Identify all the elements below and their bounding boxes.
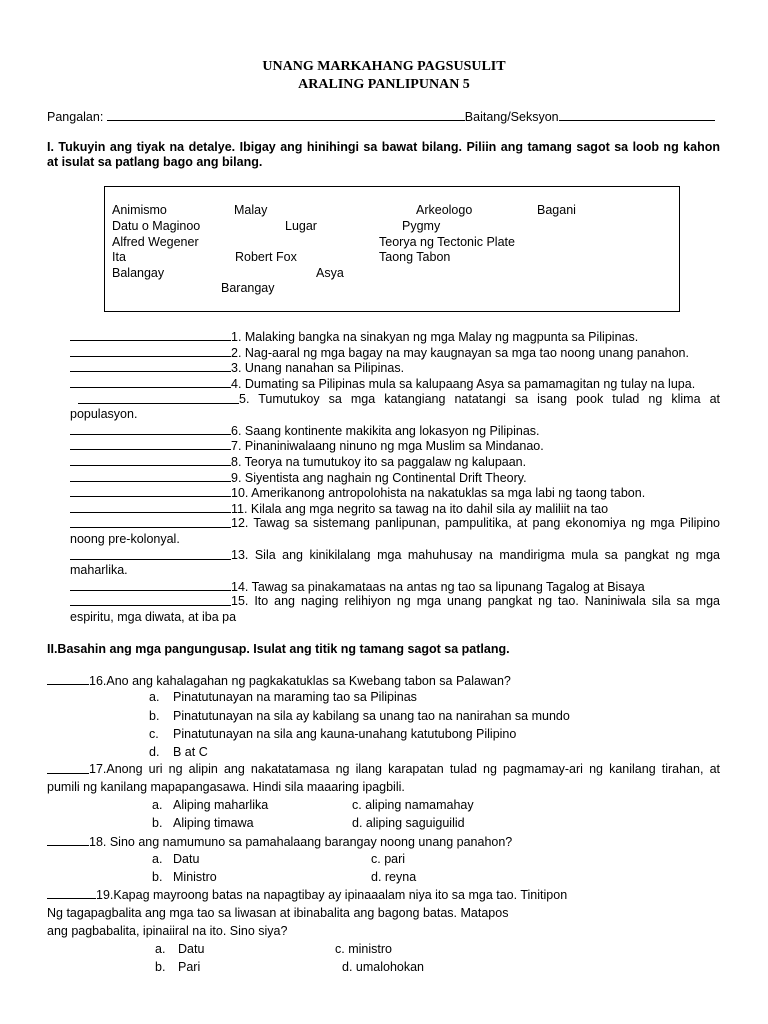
item-text: 13. Sila ang kinikilalang mga mahuhusay na mandirigma mula sa pangkat ng mga [231, 548, 720, 562]
name-line [47, 109, 715, 124]
choice-taong-tabon: Taong Tabon [379, 250, 451, 264]
item-text: 5. Tumutukoy sa mga katangiang natatangi sa isang pook tulad ng klima at [239, 392, 720, 406]
item-text: 6. Saang kontinente makikita ang lokasyon ng Pilipinas. [231, 424, 540, 438]
name-blank[interactable] [107, 109, 465, 121]
item-text: 8. Teorya na tumutukoy ito sa paggalaw ng kalupaan. [231, 455, 527, 469]
choice-robert-fox: Robert Fox [235, 250, 297, 264]
option-text: Pinatutunayan na maraming tao sa Pilipinas [173, 690, 417, 704]
choice-animismo: Animismo [112, 203, 167, 217]
option-text: Datu [173, 852, 200, 866]
section-label: Baitang/Seksyon [464, 110, 559, 124]
choice-malay: Malay [234, 203, 268, 217]
q19-option-c: c. ministro [335, 942, 392, 956]
q18-option-a: a. Datu [152, 852, 200, 866]
question-19-cont2: ang pagbabalita, ipinaiiral na ito. Sino siya? [47, 924, 288, 938]
choice-datu-o-maginoo: Datu o Maginoo [112, 219, 201, 233]
name-label: Pangalan: [47, 110, 104, 124]
choice-asya: Asya [316, 266, 344, 280]
item-13 [70, 548, 720, 562]
q17-option-d: d. aliping saguiguilid [352, 816, 465, 830]
answer-blank[interactable] [70, 579, 231, 591]
item-13-cont: maharlika. [70, 563, 128, 577]
choice-barangay: Barangay [221, 281, 275, 295]
answer-blank[interactable] [70, 423, 231, 435]
q18-option-c: c. pari [371, 852, 406, 866]
q18-option-d: d. reyna [371, 870, 417, 884]
item-6 [70, 423, 540, 438]
answer-blank[interactable] [70, 454, 231, 466]
item-4 [70, 376, 695, 391]
option-text: Pari [178, 960, 201, 974]
item-14 [70, 579, 645, 594]
answer-blank[interactable] [70, 516, 231, 528]
q16-option-d: d. B at C [149, 745, 208, 759]
item-10 [70, 485, 645, 500]
item-text: 4. Dumating sa Pilipinas mula sa kalupaang Asya sa pamamagitan ng tulay na lupa. [231, 377, 696, 391]
option-text: B at C [173, 745, 208, 759]
answer-blank[interactable] [70, 329, 231, 341]
item-text: 3. Unang nanahan sa Pilipinas. [231, 361, 405, 375]
part1-instruction-line2: at isulat sa patlang bago ang bilang. [47, 155, 263, 169]
choice-lugar: Lugar [285, 219, 317, 233]
choice-alfred-wegener: Alfred Wegener [112, 235, 199, 249]
item-11 [70, 501, 608, 516]
item-text: 1. Malaking bangka na sinakyan ng mga Malay ng magpunta sa Pilipinas. [231, 330, 639, 344]
answer-blank[interactable] [70, 501, 231, 513]
section-blank[interactable] [559, 109, 715, 121]
item-text: 11. Kilala ang mga negrito sa tawag na ito dahil sila ay maliliit na tao [231, 502, 609, 516]
choice-balangay: Balangay [112, 266, 165, 280]
option-text: Pinatutunayan na sila ay kabilang sa unang tao na nanirahan sa mundo [173, 709, 570, 723]
item-8 [70, 454, 526, 469]
answer-blank[interactable] [47, 762, 89, 774]
answer-blank[interactable] [70, 438, 231, 450]
item-2 [70, 345, 689, 360]
question-17 [47, 762, 720, 776]
item-5-cont: populasyon. [70, 407, 138, 421]
item-15-cont: espiritu, mga diwata, at iba pa [70, 610, 237, 624]
q19-option-a: a. Datu [155, 942, 205, 956]
item-text: 9. Siyentista ang naghain ng Continental Drift Theory. [231, 471, 527, 485]
q18-option-b: b. Ministro [152, 870, 217, 884]
q16-option-c: c. Pinatutunayan na sila ang kauna-unahang katutubong Pilipino [149, 727, 517, 741]
question-text: 16.Ano ang kahalagahan ng pagkakatuklas sa Kwebang tabon sa Palawan? [89, 674, 511, 688]
item-text: 10. Amerikanong antropolohista na nakatuklas sa mga labi ng taong tabon. [231, 486, 646, 500]
item-text: 2. Nag-aaral ng mga bagay na may kaugnayan sa mga tao noong unang panahon. [231, 346, 689, 360]
question-text: 17.Anong uri ng alipin ang nakatatamasa ng ilang karapatan tulad ng pagmamay-ari ng kanilang tirahan, at [89, 762, 720, 776]
question-18 [47, 834, 512, 849]
choice-pygmy: Pygmy [402, 219, 441, 233]
answer-blank[interactable] [70, 470, 231, 482]
answer-blank[interactable] [70, 376, 231, 388]
option-text: Datu [178, 942, 205, 956]
answer-blank[interactable] [47, 673, 89, 685]
choices-box [104, 186, 680, 312]
answer-blank[interactable] [70, 594, 231, 606]
exam-title-line1: UNANG MARKAHANG PAGSUSULIT [262, 59, 506, 74]
item-9 [70, 470, 527, 485]
answer-blank[interactable] [78, 392, 239, 404]
q17-option-c: c. aliping namamahay [352, 798, 474, 812]
q16-option-a: a. Pinatutunayan na maraming tao sa Pilipinas [149, 690, 417, 704]
exam-title-line2: ARALING PANLIPUNAN 5 [298, 77, 470, 92]
item-12-cont: noong pre-kolonyal. [70, 532, 180, 546]
part1-instruction-line1: I. Tukuyin ang tiyak na detalye. Ibigay ang hinihingi sa bawat bilang. Piliin ang tamang sagot sa loob ng kahon [47, 140, 720, 154]
answer-blank[interactable] [47, 887, 96, 899]
answer-blank[interactable] [70, 485, 231, 497]
answer-blank[interactable] [70, 345, 231, 357]
option-text: Pinatutunayan na sila ang kauna-unahang katutubong Pilipino [173, 727, 517, 741]
question-19 [47, 887, 567, 902]
question-17-cont: pumili ng kanilang mapapangasawa. Hindi sila maaaring ipagbili. [47, 780, 405, 794]
item-12 [70, 516, 720, 530]
choice-bagani: Bagani [537, 203, 576, 217]
question-16 [47, 673, 511, 688]
option-text: Ministro [173, 870, 217, 884]
question-text: 18. Sino ang namumuno sa pamahalaang barangay noong unang panahon? [89, 835, 513, 849]
q17-option-a: a. Aliping maharlika [152, 798, 269, 812]
item-3 [70, 360, 404, 375]
answer-blank[interactable] [70, 360, 231, 372]
item-15 [70, 594, 720, 608]
question-text: 19.Kapag mayroong batas na napagtibay ay ipinaaalam niya ito sa mga tao. Tinitipon [96, 888, 568, 902]
item-text: 7. Pinaniniwalaang ninuno ng mga Muslim sa Mindanao. [231, 439, 544, 453]
q16-option-b: b. Pinatutunayan na sila ay kabilang sa unang tao na nanirahan sa mundo [149, 709, 570, 723]
option-text: Aliping maharlika [173, 798, 269, 812]
choice-teorya-tectonic-plate: Teorya ng Tectonic Plate [379, 235, 515, 249]
item-text: 14. Tawag sa pinakamataas na antas ng tao sa lipunang Tagalog at Bisaya [231, 580, 645, 594]
item-5 [78, 392, 720, 406]
item-text: 15. Ito ang naging relihiyon ng mga unang pangkat ng tao. Naniniwala sila sa mga [231, 594, 720, 608]
choice-ita: Ita [112, 250, 126, 264]
question-19-cont1: Ng tagapagbalita ang mga tao sa liwasan at ibinabalita ang bagong batas. Matapos [47, 906, 509, 920]
part2-instruction: II.Basahin ang mga pangungusap. Isulat ang titik ng tamang sagot sa patlang. [47, 642, 510, 656]
item-text: 12. Tawag sa sistemang panlipunan, pampulitika, at pang ekonomiya ng mga Pilipino [231, 516, 720, 530]
answer-blank[interactable] [47, 834, 89, 846]
option-text: Aliping timawa [173, 816, 254, 830]
item-7 [70, 438, 544, 453]
q19-option-b: b. Pari [155, 960, 201, 974]
answer-blank[interactable] [70, 548, 231, 560]
choice-arkeologo: Arkeologo [416, 203, 473, 217]
q17-option-b: b. Aliping timawa [152, 816, 254, 830]
q19-option-d: d. umalohokan [342, 960, 425, 974]
item-1 [70, 329, 638, 344]
